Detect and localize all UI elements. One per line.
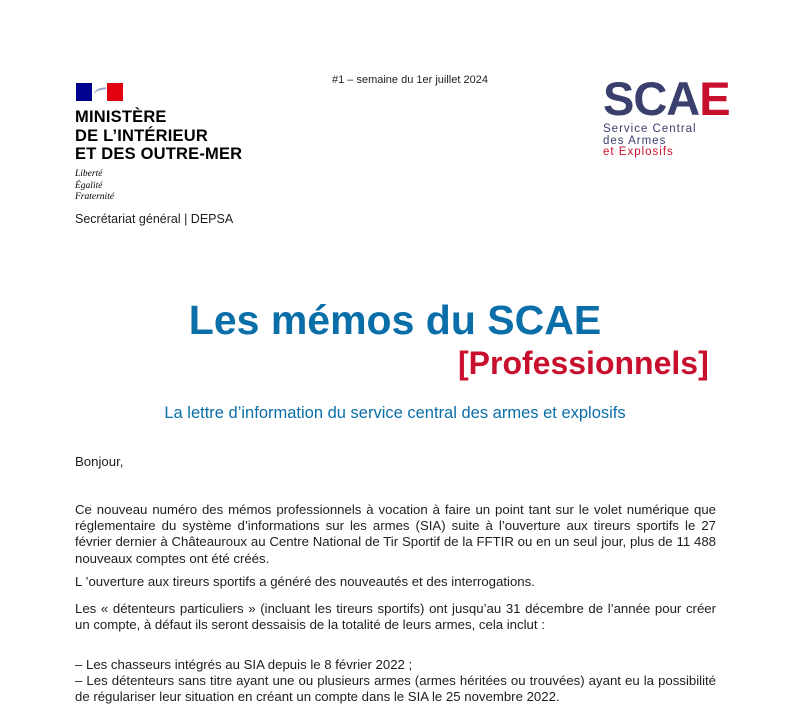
motto-line: Égalité: [75, 180, 103, 191]
list-item: – Les chasseurs intégrés au SIA depuis le 8 février 2022 ;: [75, 657, 413, 672]
intro-paragraph: Ce nouveau numéro des mémos professionnels à vocation à faire un point tant sur le volet numérique que réglementaire du système d’informations sur les armes (SIA) suite à l’ouverture aux tireurs sportifs le 27 février dernier à Châteauroux au Centre National de Tir Sportif de la FFTIR ou en un seul jour, plus de 11 488 nouveaux comptes ont été créés.: [75, 502, 716, 566]
ministry-line: ET DES OUTRE-MER: [75, 145, 243, 163]
flag-red-band: [107, 83, 123, 101]
marianne-flag-logo: [76, 83, 123, 101]
ministry-line: MINISTÈRE: [75, 108, 167, 126]
motto-line: Liberté: [75, 169, 103, 179]
page-title: Les mémos du SCAE: [188, 297, 602, 343]
scae-logo-letters-dark: SCA: [603, 72, 700, 125]
newsletter-tagline: La lettre d’information du service central des armes et explosifs: [164, 404, 626, 422]
page-subtitle: [Professionnels]: [458, 345, 709, 381]
flag-blue-band: [76, 83, 92, 101]
scae-logo-line: Service Central: [603, 123, 697, 135]
secretariat-label: Secrétariat général | DEPSA: [75, 212, 234, 226]
scae-logo: [603, 72, 730, 174]
motto-line: Fraternité: [75, 192, 115, 202]
greeting: Bonjour,: [75, 454, 124, 469]
issue-date: #1 – semaine du 1er juillet 2024: [332, 74, 488, 86]
opening-paragraph: L ’ouverture aux tireurs sportifs a généré des nouveautés et des interrogations.: [75, 574, 535, 589]
ministry-line: DE L’INTÉRIEUR: [75, 126, 208, 145]
scae-logo-letters-red: E: [699, 72, 730, 125]
flag-white-band: [92, 83, 108, 101]
scae-logo-letters: [603, 72, 730, 125]
holders-paragraph: Les « détenteurs particuliers » (incluant les tireurs sportifs) ont jusqu’au 31 décembre de l’année pour créer un compte, à défaut ils seront dessaisis de la totalité de leurs armes, cela inclut :: [75, 601, 716, 633]
scae-logo-line: et Explosifs: [603, 146, 674, 158]
scae-logo-line: des Armes: [603, 134, 667, 147]
list-item: – Les détenteurs sans titre ayant une ou plusieurs armes (armes héritées ou trouvées) ayant eu la possibilité de régulariser leur situation en créant un compte dans le SIA le 25 novembre 2022.: [75, 673, 716, 705]
ministry-name: [75, 108, 242, 164]
republic-motto: [75, 169, 114, 204]
